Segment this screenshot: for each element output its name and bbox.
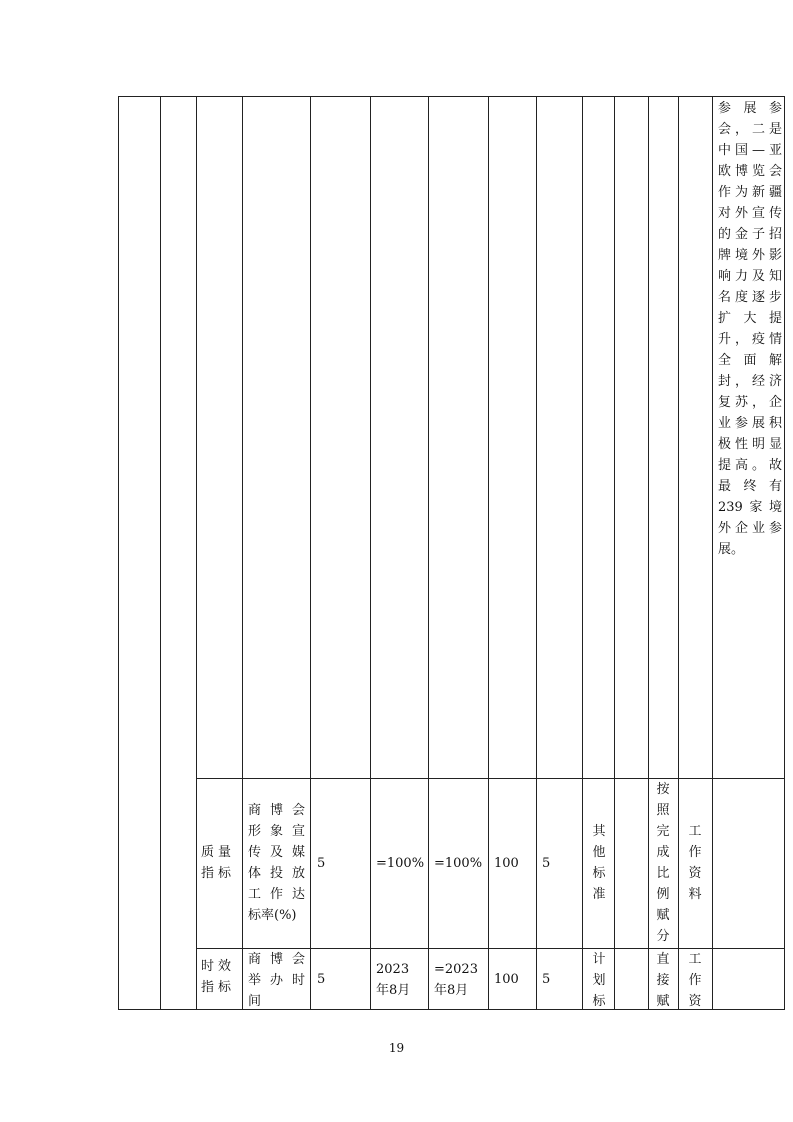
page-number: 19 [388, 1041, 405, 1055]
row-timeliness-weight: 5 [317, 972, 326, 987]
row-timeliness-method: 直 接 赋 [656, 952, 670, 1009]
note-line: 极性明显 [718, 437, 782, 452]
note-line: 牌境外影 [718, 248, 782, 263]
note-line: 名度逐步 [718, 290, 782, 305]
note-line: 欧博览会 [718, 164, 782, 179]
row-quality-source: 工 作 资 料 [688, 824, 702, 902]
note-line: 提高。故 [718, 458, 782, 473]
note-line: 外企业参 [718, 521, 782, 536]
note-line: 封，经济 [718, 374, 782, 389]
row-quality-indicator: 商博会 形象宣 传及媒 体投放 工作达 标率(%) [248, 803, 305, 923]
row-timeliness-source: 工 作 资 [688, 952, 702, 1009]
note-line: 239家境 [718, 500, 782, 515]
row-quality-actual: =100% [434, 856, 483, 871]
note-line: 响力及知 [718, 269, 782, 284]
row-timeliness-indicator: 商博会 举办时 间 [248, 952, 305, 1009]
note-line: 对外宣传 [718, 206, 782, 221]
note-line: 会，二是 [718, 122, 782, 137]
note-line: 参展参 [718, 101, 782, 116]
note-line: 展。 [718, 542, 745, 557]
row-timeliness-completion: 100 [494, 972, 519, 987]
row-quality-weight: 5 [317, 856, 326, 871]
row-quality-category: 质量 指标 [201, 845, 231, 881]
row-timeliness-actual: =2023 年8月 [434, 962, 478, 998]
note-line: 复苏，企 [718, 395, 782, 410]
row-timeliness-target: 2023 年8月 [376, 962, 411, 998]
note-line: 升，疫情 [718, 332, 782, 347]
row-quality-method: 按 照 完 成 比 例 赋 分 [656, 782, 670, 944]
note-line: 业参展积 [718, 416, 782, 431]
note-line: 的金子招 [718, 227, 782, 242]
row-timeliness-standard: 计 划 标 [592, 952, 606, 1009]
note-line: 作为新疆 [718, 185, 782, 200]
row-quality-completion: 100 [494, 856, 519, 871]
row-quality-standard: 其 他 标 准 [592, 824, 606, 902]
row-timeliness-score: 5 [542, 972, 551, 987]
note-line: 中国—亚 [718, 143, 782, 158]
row-quality-target: =100% [376, 856, 425, 871]
analysis-note [718, 98, 782, 560]
row-timeliness-category: 时效 指标 [201, 959, 231, 995]
note-line: 扩大提 [718, 311, 782, 326]
row-quality-score: 5 [542, 856, 551, 871]
performance-table [118, 96, 785, 1010]
note-line: 最终有 [718, 479, 782, 494]
note-line: 全面解 [718, 353, 782, 368]
